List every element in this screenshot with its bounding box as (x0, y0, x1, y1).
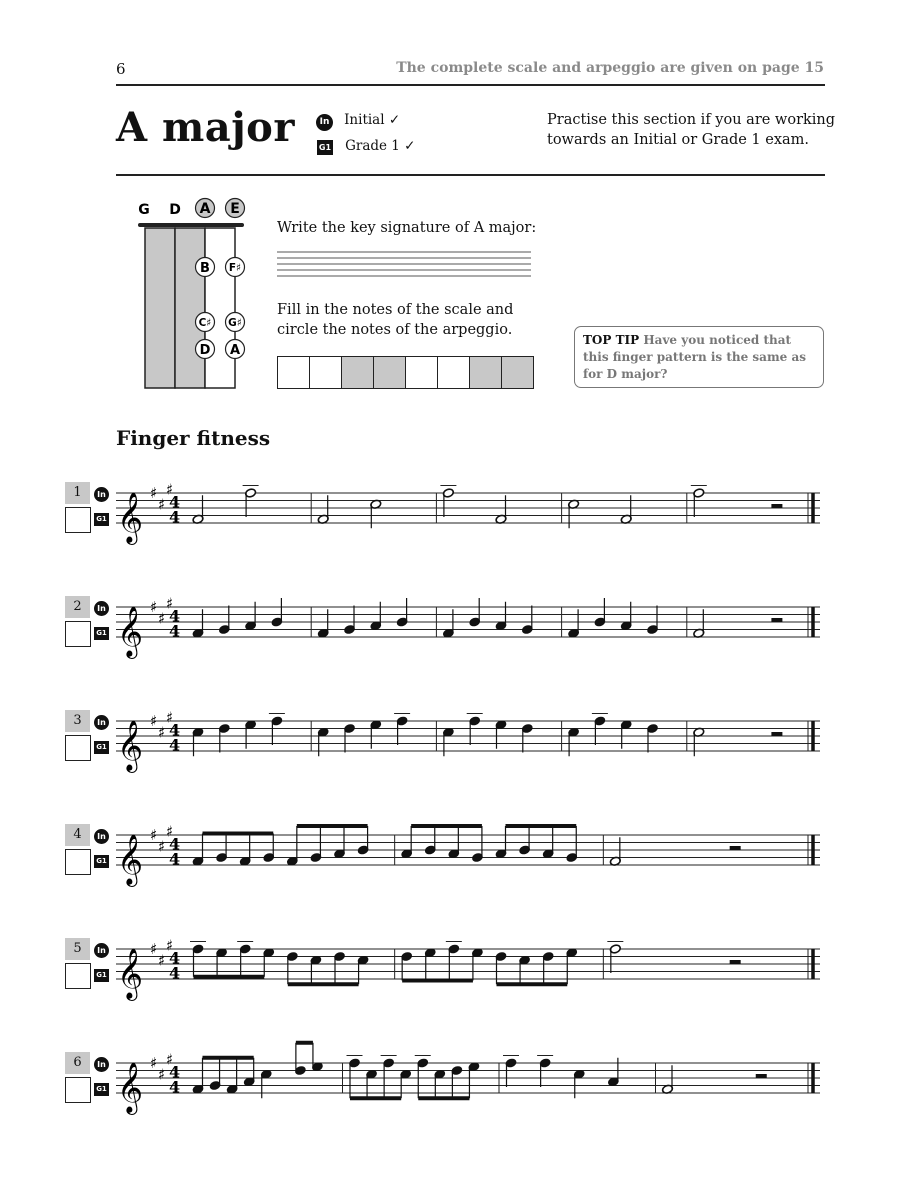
treble-clef-icon: 𝄞 (117, 606, 144, 657)
exercise-number: 2 (65, 596, 90, 618)
key-sharp-icon: ♯ (158, 951, 166, 970)
treble-clef-icon: 𝄞 (117, 948, 144, 999)
scale-box[interactable] (438, 357, 470, 388)
page-title: A major (116, 104, 295, 151)
key-sharp-icon: ♯ (166, 822, 174, 841)
treble-clef-icon: 𝄞 (117, 1062, 144, 1113)
top-tip-text: Have you noticed that this finger pattern is the same as for D major? (583, 333, 806, 381)
treble-clef-icon: 𝄞 (117, 834, 144, 885)
exercise-number: 1 (65, 482, 90, 504)
half-rest-icon (771, 504, 782, 508)
exercise-number: 6 (65, 1052, 90, 1074)
key-sharp-icon: ♯ (158, 609, 166, 628)
key-sharp-icon: ♯ (150, 940, 158, 958)
key-sharp-icon: ♯ (158, 837, 166, 856)
fingerboard-diagram (130, 194, 255, 394)
string-label-e: E (230, 201, 240, 217)
time-signature: 4 (169, 735, 181, 755)
initial-badge-icon: In (94, 1057, 109, 1072)
scale-box-shaded[interactable] (374, 357, 406, 388)
music-staff (116, 582, 830, 662)
section-title: Finger fitness (116, 426, 271, 450)
initial-badge-icon: In (94, 829, 109, 844)
exercise-tick-box[interactable] (65, 963, 91, 989)
note-d: D (199, 343, 211, 358)
music-staff (116, 924, 830, 1004)
grade1-badge-icon: G1 (94, 627, 109, 640)
grade1-badge-icon: G1 (94, 1083, 109, 1096)
grade1-badge-icon: G1 (94, 855, 109, 868)
key-sharp-icon: ♯ (150, 826, 158, 844)
title-rule (116, 174, 825, 176)
time-signature: 4 (169, 720, 181, 740)
top-tip-box (574, 326, 824, 388)
exercise-tick-box[interactable] (65, 735, 91, 761)
note-f-sharp: F♯ (228, 262, 242, 274)
key-sharp-icon: ♯ (166, 1050, 174, 1069)
key-sharp-icon: ♯ (166, 708, 174, 727)
music-staff (116, 468, 830, 548)
note-g-sharp: G♯ (228, 317, 242, 329)
scale-answer-boxes (277, 356, 534, 389)
scale-box[interactable] (310, 357, 342, 388)
page-number: 6 (116, 60, 126, 78)
initial-badge-icon: In (94, 715, 109, 730)
grade1-badge-icon: G1 (94, 513, 109, 526)
exercise-number: 4 (65, 824, 90, 846)
time-signature: 4 (169, 606, 181, 626)
key-signature-question: Write the key signature of A major: (277, 220, 537, 236)
half-rest-icon (730, 846, 741, 850)
time-signature: 4 (169, 492, 181, 512)
level-initial-label: Initial ✓ (344, 112, 401, 128)
scale-box-shaded[interactable] (470, 357, 502, 388)
key-sharp-icon: ♯ (150, 598, 158, 616)
key-sharp-icon: ♯ (166, 936, 174, 955)
scale-box[interactable] (406, 357, 438, 388)
level-grade1 (317, 135, 416, 155)
time-signature: 4 (169, 621, 181, 641)
header-rule (116, 84, 825, 86)
grade1-badge-icon: G1 (94, 969, 109, 982)
scale-box-shaded[interactable] (502, 357, 533, 388)
treble-clef-icon: 𝄞 (117, 492, 144, 543)
string-label-g: G (138, 202, 150, 218)
key-signature-staff[interactable] (277, 250, 531, 280)
exercise-tick-box[interactable] (65, 621, 91, 647)
top-tip-label: TOP TIP (583, 333, 640, 347)
header-note: The complete scale and arpeggio are given on page 15 (396, 60, 824, 76)
scale-question: Fill in the notes of the scale and circle the notes of the arpeggio. (277, 302, 514, 338)
note-b: B (200, 261, 210, 276)
time-signature: 4 (169, 1062, 181, 1082)
key-sharp-icon: ♯ (166, 594, 174, 613)
initial-badge-icon: In (94, 601, 109, 616)
key-sharp-icon: ♯ (158, 1065, 166, 1084)
time-signature: 4 (169, 948, 181, 968)
half-rest-icon (771, 618, 782, 622)
string-label-d: D (169, 202, 181, 218)
time-signature: 4 (169, 849, 181, 869)
key-sharp-icon: ♯ (150, 484, 158, 502)
note-c-sharp: C♯ (198, 317, 212, 329)
music-staff (116, 810, 830, 890)
half-rest-icon (730, 960, 741, 964)
key-sharp-icon: ♯ (166, 480, 174, 499)
time-signature: 4 (169, 834, 181, 854)
string-label-a: A (199, 201, 211, 217)
level-grade1-label: Grade 1 ✓ (345, 138, 416, 154)
level-initial (316, 109, 400, 131)
half-rest-icon (756, 1074, 767, 1078)
time-signature: 4 (169, 507, 181, 527)
key-sharp-icon: ♯ (150, 712, 158, 730)
exercise-number: 3 (65, 710, 90, 732)
grade1-badge-icon: G1 (317, 140, 333, 155)
music-staff (116, 1038, 830, 1118)
exercise-tick-box[interactable] (65, 507, 91, 533)
music-staff (116, 696, 830, 776)
time-signature: 4 (169, 963, 181, 983)
treble-clef-icon: 𝄞 (117, 720, 144, 771)
initial-badge-icon: In (94, 943, 109, 958)
exercise-tick-box[interactable] (65, 1077, 91, 1103)
initial-badge-icon: In (94, 487, 109, 502)
key-sharp-icon: ♯ (158, 495, 166, 514)
grade1-badge-icon: G1 (94, 741, 109, 754)
exercise-tick-box[interactable] (65, 849, 91, 875)
initial-badge-icon: In (316, 114, 333, 131)
scale-box-shaded[interactable] (342, 357, 374, 388)
exercise-number: 5 (65, 938, 90, 960)
key-sharp-icon: ♯ (158, 723, 166, 742)
key-sharp-icon: ♯ (150, 1054, 158, 1072)
time-signature: 4 (169, 1077, 181, 1097)
note-a: A (229, 343, 241, 358)
scale-box[interactable] (278, 357, 310, 388)
half-rest-icon (771, 732, 782, 736)
practise-note: Practise this section if you are working towards an Initial or Grade 1 exam. (547, 112, 836, 148)
